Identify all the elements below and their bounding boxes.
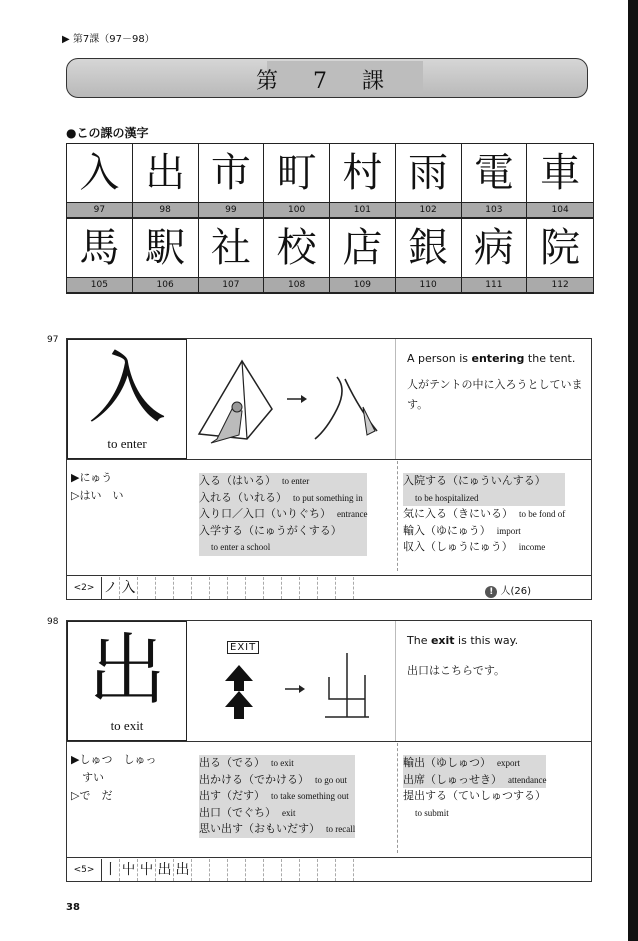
stroke-order — [67, 859, 591, 881]
stroke-empty — [156, 577, 174, 599]
lesson-banner — [66, 58, 588, 98]
kanji-box — [67, 339, 187, 459]
kanji-char: 出 — [145, 150, 186, 196]
kanji-meaning: to enter — [107, 436, 147, 451]
kanji-cell — [264, 144, 330, 218]
readings — [71, 751, 156, 805]
kanji-number: 106 — [133, 277, 198, 293]
kanji-number: 105 — [67, 277, 132, 293]
page-title: 第 7 課 — [256, 69, 398, 94]
breadcrumb: ▶ 第7課（97－98） — [62, 34, 155, 45]
stroke-empty — [246, 859, 264, 881]
kanji-char: 社 — [210, 225, 251, 271]
kanji-cell — [67, 219, 133, 293]
vocab-word: 出席（しゅっせき） — [403, 772, 502, 786]
vocab-word: 提出する（ていしゅつする） — [403, 789, 546, 802]
vocab-word: 気に入る（きにいる） — [403, 507, 513, 520]
reading-line: すい — [71, 771, 104, 784]
vocab-word: 入学する（にゅうがくする） — [199, 523, 342, 537]
kanji-row — [67, 144, 593, 218]
kanji-number: 102 — [396, 202, 461, 218]
vocab-item — [403, 755, 546, 772]
vocab-item — [403, 523, 565, 540]
kanji-char: 駅 — [145, 225, 186, 271]
kanji-number: 112 — [527, 277, 593, 293]
divider — [67, 741, 591, 742]
description-en: A person is entering the tent. — [407, 352, 576, 365]
kanji-cell — [133, 219, 199, 293]
stroke-step: 屮 — [138, 859, 156, 881]
page-number: 38 — [66, 902, 80, 913]
kanji-cell — [396, 219, 462, 293]
kanji-number: 103 — [462, 202, 527, 218]
vocab-list-right — [403, 473, 565, 556]
vocab-item — [403, 506, 565, 523]
description-jp: 出口はこちらです。 — [407, 664, 506, 677]
kanji-cell — [396, 144, 462, 218]
description-jp: 人がテントの中に入ろうとしています。 — [407, 378, 583, 411]
stroke-empty — [282, 577, 300, 599]
stroke-empty — [318, 577, 336, 599]
vocab-list-right — [403, 755, 546, 821]
kanji-number: 111 — [462, 277, 527, 293]
stroke-empty — [228, 859, 246, 881]
kanji-cell — [199, 144, 265, 218]
stroke-empty — [174, 577, 192, 599]
vocab-meaning: to enter a school — [211, 542, 271, 552]
kanji-char: 店 — [342, 225, 383, 271]
stroke-step: ノ — [102, 577, 120, 599]
attention-icon: ! — [485, 586, 497, 598]
kanji-char: 車 — [540, 150, 581, 196]
stroke-empty — [282, 859, 300, 881]
vocab-item — [199, 805, 355, 822]
vocab-word: 入れる（いれる） — [199, 490, 287, 504]
kanji-char: 入 — [87, 344, 166, 434]
vocab-list-left — [199, 473, 367, 556]
vocab-word: 入り口／入口（いりぐち） — [199, 507, 331, 520]
stroke-step: 入 — [120, 577, 138, 599]
entry-number: 98 — [47, 617, 59, 627]
vocab-meaning: entrance — [337, 509, 368, 519]
reading-line: ▶しゅつ しゅっ — [71, 753, 157, 766]
reading-line: ▷で だ — [71, 789, 113, 802]
kanji-number: 99 — [199, 202, 264, 218]
kanji-char: 馬 — [79, 225, 120, 271]
vocab-item — [199, 539, 367, 556]
stroke-empty — [336, 577, 354, 599]
kanji-number: 104 — [527, 202, 593, 218]
kanji-char: 病 — [473, 225, 514, 271]
kanji-char: 町 — [276, 150, 317, 196]
readings — [71, 469, 123, 505]
vocab-meaning: to recall — [326, 824, 356, 834]
vocab-item — [403, 473, 565, 490]
vocab-item — [199, 755, 355, 772]
stroke-empty — [300, 577, 318, 599]
kanji-number: 101 — [330, 202, 395, 218]
kanji-cell — [527, 219, 593, 293]
kanji-number: 107 — [199, 277, 264, 293]
kanji-number: 109 — [330, 277, 395, 293]
kanji-entry-98 — [47, 617, 592, 882]
description — [407, 349, 587, 415]
vocab-word: 収入（しゅうにゅう） — [403, 540, 513, 553]
vocab-word: 出かける（でかける） — [199, 772, 309, 786]
stroke-step: 出 — [156, 859, 174, 881]
vocab-item — [199, 523, 367, 540]
page-edge — [628, 0, 638, 941]
stroke-empty — [300, 859, 318, 881]
kanji-box — [67, 621, 187, 741]
vocab-meaning: to put something in — [293, 492, 363, 503]
stroke-empty — [264, 859, 282, 881]
vocab-item — [199, 490, 367, 507]
kanji-number: 108 — [264, 277, 329, 293]
kanji-cell — [199, 219, 265, 293]
section-label: ●この課の漢字 — [66, 126, 149, 140]
description — [407, 631, 587, 681]
vocab-word: 出る（でる） — [199, 756, 265, 769]
vocab-meaning: import — [496, 525, 521, 536]
kanji-number: 100 — [264, 202, 329, 218]
kanji-cell — [527, 144, 593, 218]
vocab-item — [199, 473, 367, 490]
kanji-char: 電 — [473, 150, 514, 196]
entry-number: 97 — [47, 335, 59, 345]
kanji-cell — [462, 219, 528, 293]
kanji-cell — [264, 219, 330, 293]
stroke-empty — [264, 577, 282, 599]
column-separator — [397, 461, 398, 571]
vocab-item — [199, 821, 355, 838]
tent-illustration — [187, 339, 396, 459]
vocab-meaning: to exit — [271, 758, 294, 768]
vocab-item — [199, 788, 355, 805]
stroke-step: 屮 — [120, 859, 138, 881]
vocab-word: 思い出す（おもいだす） — [199, 822, 320, 835]
vocab-meaning: to be hospitalized — [415, 492, 479, 503]
stroke-step: 出 — [174, 859, 192, 881]
reference — [485, 582, 531, 598]
vocab-item — [403, 788, 546, 805]
kanji-char: 雨 — [408, 150, 449, 196]
vocab-item — [403, 805, 546, 822]
reference-text: 人(26) — [500, 586, 531, 597]
stroke-empty — [210, 859, 228, 881]
reading-line: ▶にゅう — [71, 471, 113, 484]
reading-line: ▷はい い — [71, 489, 124, 502]
vocab-meaning: exit — [282, 807, 296, 818]
vocab-item — [199, 506, 367, 523]
kanji-char: 院 — [540, 225, 581, 271]
vocab-word: 入る（はいる） — [199, 474, 276, 487]
kanji-cell — [330, 219, 396, 293]
stroke-empty — [318, 859, 336, 881]
vocab-meaning: income — [518, 542, 546, 552]
vocab-item — [403, 772, 546, 789]
vocab-word: 輸入（ゆにゅう） — [403, 523, 491, 537]
kanji-cell — [330, 144, 396, 218]
kanji-entry-97 — [47, 335, 592, 600]
kanji-char: 出 — [87, 626, 166, 716]
stroke-empty — [192, 859, 210, 881]
kanji-char: 入 — [79, 150, 120, 196]
stroke-empty — [228, 577, 246, 599]
vocab-word: 出口（でぐち） — [199, 805, 276, 819]
kanji-char: 校 — [276, 225, 317, 271]
exit-sign: EXIT — [227, 641, 259, 654]
kanji-number: 97 — [67, 202, 132, 218]
column-separator — [397, 743, 398, 853]
kanji-cell — [133, 144, 199, 218]
divider — [67, 857, 591, 858]
vocab-word: 入院する（にゅういんする） — [403, 474, 546, 487]
stroke-step: 丨 — [102, 859, 120, 881]
kanji-number: 110 — [396, 277, 461, 293]
vocab-meaning: export — [497, 758, 520, 768]
exit-illustration — [187, 621, 396, 741]
vocab-word: 出す（だす） — [199, 789, 265, 802]
stroke-empty — [192, 577, 210, 599]
stroke-empty — [138, 577, 156, 599]
stroke-count: <5> — [67, 859, 102, 881]
divider — [67, 459, 591, 460]
stroke-empty — [210, 577, 228, 599]
vocab-item — [403, 539, 565, 556]
kanji-char: 村 — [342, 150, 383, 196]
kanji-cell — [462, 144, 528, 218]
vocab-meaning: to submit — [415, 807, 449, 818]
vocab-meaning: to go out — [315, 774, 348, 785]
kanji-meaning: to exit — [110, 718, 144, 733]
vocab-item — [403, 490, 565, 507]
vocab-meaning: attendance — [508, 774, 547, 785]
vocab-meaning: to take something out — [271, 791, 349, 801]
kanji-cell — [67, 144, 133, 218]
divider — [67, 575, 591, 576]
kanji-number: 98 — [133, 202, 198, 218]
kanji-row — [67, 218, 593, 293]
vocab-word: 輸出（ゆしゅつ） — [403, 756, 491, 769]
stroke-empty — [336, 859, 354, 881]
kanji-char: 銀 — [408, 225, 449, 271]
vocab-list-left — [199, 755, 355, 838]
description-en: The exit is this way. — [407, 634, 519, 647]
vocab-meaning: to be fond of — [519, 509, 566, 519]
vocab-item — [199, 772, 355, 789]
kanji-table — [66, 143, 594, 294]
kanji-char: 市 — [210, 150, 251, 196]
vocab-meaning: to enter — [282, 476, 310, 486]
stroke-count: <2> — [67, 577, 102, 599]
stroke-empty — [246, 577, 264, 599]
